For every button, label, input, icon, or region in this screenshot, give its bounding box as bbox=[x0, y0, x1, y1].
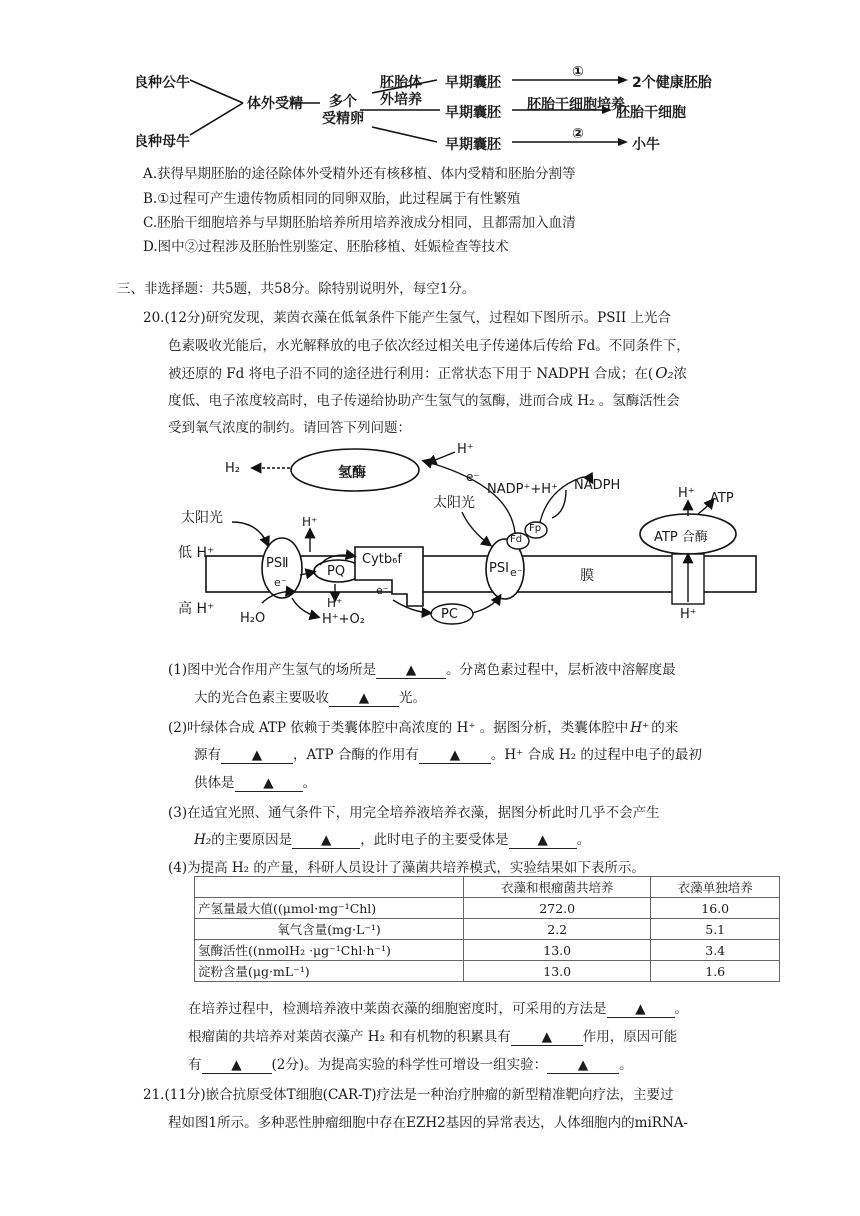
subq-2-line-3 bbox=[194, 771, 316, 792]
ps2-label: PSⅡ bbox=[266, 556, 289, 571]
pq-label: PQ bbox=[327, 564, 346, 579]
e-top-label: e⁻ bbox=[466, 470, 480, 484]
table-header-row bbox=[195, 877, 780, 898]
subq-3c: ，此时电子的主要受体是 bbox=[360, 832, 509, 848]
membrane-label: 膜 bbox=[580, 568, 594, 584]
flow-early-1: 早期囊胚 bbox=[445, 75, 501, 91]
after-table-line-1 bbox=[188, 997, 688, 1018]
subq-3b: 的主要原因是 bbox=[211, 832, 293, 848]
e-cyt-label: e⁻ bbox=[376, 584, 389, 597]
after-table-c2: (2分)。为提高实验的科学性可增设一组实验： bbox=[271, 1057, 548, 1073]
h2o-label: H₂O bbox=[240, 611, 266, 626]
subq-2b: 源有 bbox=[194, 747, 221, 763]
results-table bbox=[194, 876, 780, 982]
option-b: B.①过程可产生遗传物质相同的同卵双胎，此过程属于有性繁殖 bbox=[143, 191, 521, 207]
q21-line-2: 程如图1所示。多种恶性肿瘤细胞中存在EZH2基因的异常表达，人体细胞内的miRNA- bbox=[168, 1115, 689, 1131]
flow-output-3: 小牛 bbox=[632, 137, 660, 153]
flow-early-3: 早期囊胚 bbox=[445, 137, 501, 153]
table-cell: 氧气含量(mg·L⁻¹) bbox=[195, 919, 464, 940]
answer-blank[interactable]: ▲ bbox=[221, 747, 293, 764]
pc-label: PC bbox=[441, 607, 458, 622]
table-cell: 5.1 bbox=[651, 919, 780, 940]
table-cell: 16.0 bbox=[651, 898, 780, 919]
flow-cow-label: 良种母牛 bbox=[134, 134, 190, 150]
after-table-a2: 。 bbox=[674, 1001, 688, 1017]
flow-step-1: ① bbox=[572, 64, 584, 80]
flow-stemcell-culture: 胚胎干细胞培养 bbox=[527, 97, 625, 113]
answer-blank[interactable]: ▲ bbox=[235, 775, 303, 792]
table-header-cell bbox=[195, 877, 464, 898]
low-h-label: 低 H⁺ bbox=[178, 545, 215, 561]
table-cell: 13.0 bbox=[464, 940, 651, 961]
answer-blank[interactable]: ▲ bbox=[329, 690, 399, 707]
subq-3d: 。 bbox=[576, 832, 591, 848]
after-table-c3: 。 bbox=[619, 1057, 633, 1073]
table-cell: 2.2 bbox=[464, 919, 651, 940]
q20-line-4: 度低、电子浓度较高时，电子传递给协助产生氢气的氢酶，进而合成 H₂ 。氢酶活性会 bbox=[168, 393, 680, 409]
table-cell: 272.0 bbox=[464, 898, 651, 919]
subq-2e: 供体是 bbox=[194, 775, 235, 791]
hplus-bottom-label: H⁺ bbox=[680, 607, 697, 622]
after-table-b2: 作用，原因可能 bbox=[582, 1029, 678, 1045]
table-row bbox=[195, 961, 780, 982]
subq-3-h2-symbol: H₂ bbox=[194, 832, 212, 848]
q21-line-1: 21.(11分)嵌合抗原受体T细胞(CAR-T)疗法是一种治疗肿瘤的新型精准靶向疗法，主要过 bbox=[143, 1087, 674, 1103]
option-a: A.获得早期胚胎的途径除体外受精外还有核移植、体内受精和胚胎分割等 bbox=[143, 166, 576, 182]
nadph-label: NADPH bbox=[574, 478, 621, 493]
answer-blank[interactable]: ▲ bbox=[202, 1057, 272, 1074]
section-3-heading: 三、非选择题：共5题，共58分。除特别说明外，每空1分。 bbox=[117, 281, 476, 297]
table-cell: 13.0 bbox=[464, 961, 651, 982]
flow-culture-line1: 胚胎体 bbox=[380, 75, 422, 91]
table-cell: 1.6 bbox=[651, 961, 780, 982]
hplus-o2-label: H⁺+O₂ bbox=[322, 612, 365, 627]
flow-culture-line2: 外培养 bbox=[380, 92, 422, 108]
flow-bull-label: 良种公牛 bbox=[134, 75, 190, 91]
table-header-cell: 衣藻单独培养 bbox=[651, 877, 780, 898]
table-cell: 淀粉含量(μg·mL⁻¹) bbox=[195, 961, 464, 982]
answer-blank[interactable]: ▲ bbox=[292, 832, 360, 849]
ps1-label: PSI bbox=[489, 561, 509, 576]
hydrogenase-label: 氢酶 bbox=[338, 465, 366, 481]
table-row bbox=[195, 898, 780, 919]
atp-label: ATP bbox=[710, 491, 734, 506]
hplus-atp-label: H⁺ bbox=[678, 486, 695, 501]
subq-1a: (1)图中光合作用产生氢气的场所是 bbox=[168, 662, 377, 678]
subq-2a-end: 的来 bbox=[651, 720, 679, 736]
hplus-pq-label: H⁺ bbox=[327, 596, 343, 610]
answer-blank[interactable]: ▲ bbox=[547, 1057, 619, 1074]
table-cell: 3.4 bbox=[651, 940, 780, 961]
atp-synthase-label: ATP 合酶 bbox=[654, 530, 708, 545]
after-table-line-2 bbox=[188, 1025, 677, 1046]
subq-1d: 光。 bbox=[399, 690, 426, 706]
subq-2-line-2 bbox=[194, 743, 702, 764]
e-ps1-label: e⁻ bbox=[510, 566, 523, 579]
table-cell: 氢酶活性((nmolH₂ ·μg⁻¹Chl·h⁻¹) bbox=[195, 940, 464, 961]
hplus-top-label: H⁺ bbox=[457, 442, 474, 457]
sunlight-left-label: 太阳光 bbox=[181, 510, 223, 526]
answer-blank[interactable]: ▲ bbox=[607, 1001, 675, 1018]
q20-line-3-end: 浓 bbox=[673, 366, 687, 382]
subq-1-line-1 bbox=[168, 658, 676, 679]
h2-label: H₂ bbox=[225, 461, 240, 476]
table-header-cell: 衣藻和根瘤菌共培养 bbox=[464, 877, 651, 898]
subq-2d: 。H⁺ 合成 H₂ 的过程中电子的最初 bbox=[490, 747, 702, 763]
q20-line-3-text: 被还原的 Fd 将电子沿不同的途径进行利用：正常状态下用于 NADPH 合成；在( bbox=[168, 366, 654, 382]
answer-blank[interactable]: ▲ bbox=[419, 747, 491, 764]
after-table-a1: 在培养过程中，检测培养液中莱茵衣藻的细胞密度时，可采用的方法是 bbox=[188, 1001, 607, 1017]
sunlight-mid-label: 太阳光 bbox=[433, 495, 475, 511]
subq-2a: (2)叶绿体合成 ATP 依赖于类囊体腔中高浓度的 H⁺ 。据图分析，类囊体腔中 bbox=[168, 720, 629, 736]
q20-line-1: 20.(12分)研究发现，莱茵衣藻在低氧条件下能产生氢气，过程如下图所示。PSII 上光合 bbox=[143, 310, 671, 326]
subq-2-h-symbol: H⁺ bbox=[630, 720, 650, 736]
subq-3-line-1: (3)在适宜光照、通气条件下，用完全培养液培养衣藻，据图分析此时几乎不会产生 bbox=[168, 805, 660, 821]
answer-blank[interactable]: ▲ bbox=[509, 832, 577, 849]
answer-blank[interactable]: ▲ bbox=[376, 662, 446, 679]
subq-3-line-2 bbox=[194, 828, 590, 849]
after-table-line-3 bbox=[188, 1053, 633, 1074]
subq-1-line-2 bbox=[194, 686, 426, 707]
high-h-label: 高 H⁺ bbox=[178, 601, 215, 617]
subq-2f: 。 bbox=[302, 775, 316, 791]
flow-output-1: 2个健康胚胎 bbox=[632, 75, 712, 91]
subq-2c: ，ATP 合酶的作用有 bbox=[293, 747, 419, 763]
q20-line-5: 受到氧气浓度的制约。请回答下列问题： bbox=[168, 420, 411, 436]
table-cell: 产氢量最大值((μmol·mg⁻¹Chl) bbox=[195, 898, 464, 919]
q20-o2: O₂ bbox=[655, 364, 674, 382]
table-row bbox=[195, 940, 780, 961]
q20-line-2: 色素吸收光能后，水光解释放的电子依次经过相关电子传递体后传给 Fd。不同条件下， bbox=[168, 338, 690, 354]
fp-label: Fp bbox=[529, 523, 542, 534]
flow-eggs-line1: 多个 bbox=[329, 94, 357, 110]
flow-eggs-line2: 受精卵 bbox=[322, 111, 364, 127]
subq-1c: 大的光合色素主要吸收 bbox=[194, 690, 329, 706]
cytb6f-label: Cytb₆f bbox=[362, 552, 402, 567]
subq-2-line-1 bbox=[168, 716, 678, 736]
after-table-b1: 根瘤菌的共培养对莱茵衣藻产 H₂ 和有机物的积累具有 bbox=[188, 1029, 511, 1045]
flow-ivf-label: 体外受精 bbox=[247, 96, 303, 112]
subq-1b: 。分离色素过程中，层析液中溶解度最 bbox=[446, 662, 676, 678]
subq-4-line: (4)为提高 H₂ 的产量，科研人员设计了藻菌共培养模式，实验结果如下表所示。 bbox=[168, 860, 645, 876]
flow-step-2: ② bbox=[572, 126, 584, 142]
table-row bbox=[195, 919, 780, 940]
e-ps2-label: e⁻ bbox=[274, 576, 287, 589]
flow-output-2: 胚胎干细胞 bbox=[616, 105, 686, 121]
nadp-plus-label: NADP⁺+H⁺ bbox=[487, 482, 558, 497]
answer-blank[interactable]: ▲ bbox=[511, 1029, 583, 1046]
hplus-ps2-label: H⁺ bbox=[302, 515, 318, 529]
flow-early-2: 早期囊胚 bbox=[445, 105, 501, 121]
after-table-c1: 有 bbox=[188, 1057, 202, 1073]
option-d: D.图中②过程涉及胚胎性别鉴定、胚胎移植、妊娠检查等技术 bbox=[143, 239, 509, 255]
fd-label: Fd bbox=[510, 534, 523, 545]
option-c: C.胚胎干细胞培养与早期胚胎培养所用培养液成分相同，且都需加入血清 bbox=[143, 215, 576, 231]
